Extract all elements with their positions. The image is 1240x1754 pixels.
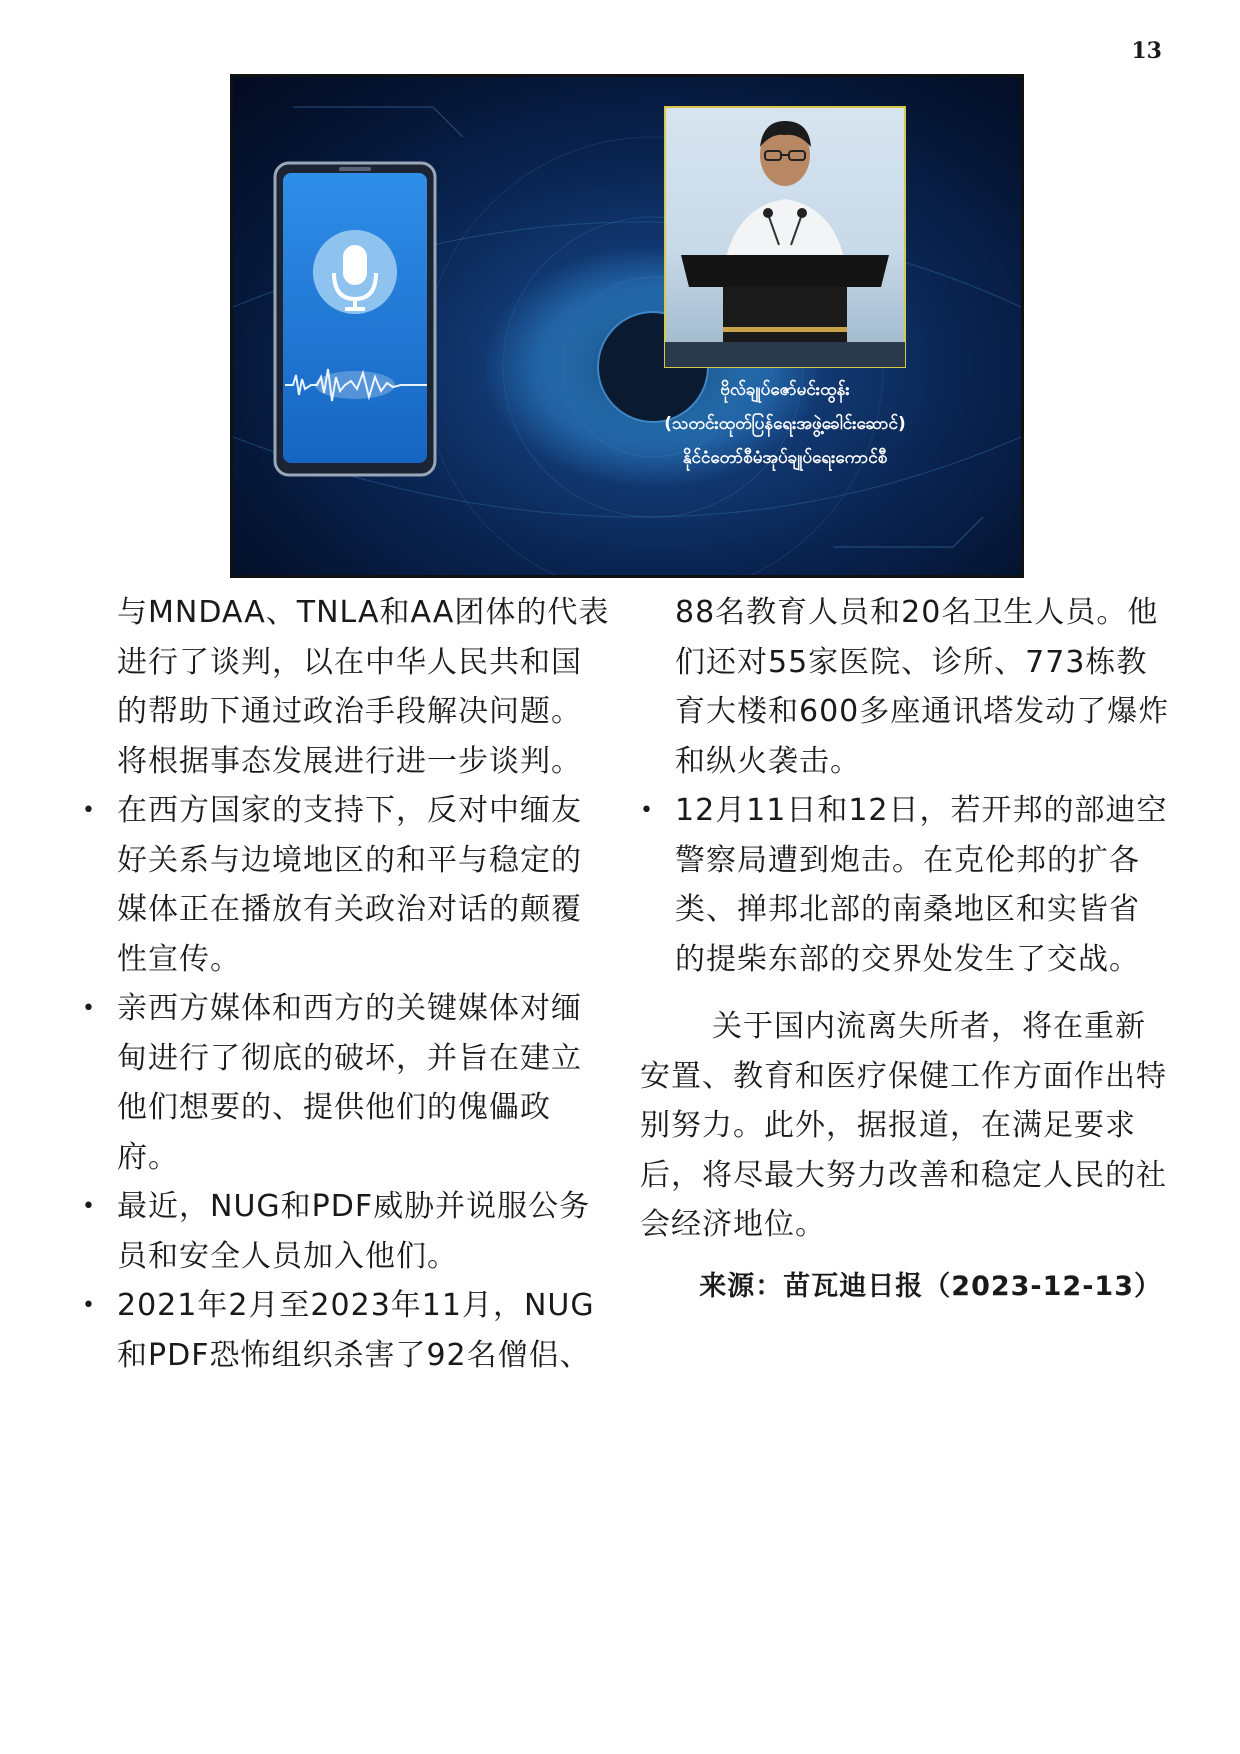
right-column [640,588,1170,1311]
smartphone-icon [275,163,435,475]
left-continued-text: 与MNDAA、TNLA和AA团体的代表进行了谈判，以在中华人民共和国的帮助下通过政治手段解决问题。将根据事态发展进行进一步谈判。 [117,595,610,779]
list-item: • 在西方国家的支持下，反对中缅友好关系与边境地区的和平与稳定的媒体正在播放有关政治对话的颠覆性宣传。 [82,786,612,984]
news-photo [230,74,1024,578]
left-column [82,588,612,1380]
caption-line-1: ဗိုလ်ချုပ်ဇော်မင်းထွန်း [720,380,850,400]
source-citation: 来源：苗瓦迪日报（2023-12-13） [699,1270,1162,1302]
list-item: • 2021年2月至2023年11月，NUG和PDF恐怖组织杀害了92名僧侣、 [82,1281,612,1380]
microphone-icon [313,230,397,314]
right-bullet-list [640,786,1170,984]
list-item: • 最近，NUG和PDF威胁并说服公务员和安全人员加入他们。 [82,1182,612,1281]
page-number: 13 [1131,38,1162,64]
caption-line-3: နိုင်ငံတော်စီမံအုပ်ချုပ်ရေးကောင်စီ [682,448,888,468]
list-item: • 亲西方媒体和西方的关键媒体对缅甸进行了彻底的破坏，并旨在建立他们想要的、提供他们的傀儡政府。 [82,984,612,1182]
caption-line-2: (သတင်းထုတ်ပြန်ရေးအဖွဲ့ခေါင်းဆောင်) [664,414,906,434]
left-bullet-list [82,786,612,1380]
right-continued-text: 88名教育人员和20名卫生人员。他们还对55家医院、诊所、773栋教育大楼和600多座通讯塔发动了爆炸和纵火袭击。 [675,595,1170,779]
list-item: • 12月11日和12日，若开邦的部迪空警察局遭到炮击。在克伦邦的扩各类、掸邦北部的南桑地区和实皆省的提柴东部的交界处发生了交战。 [640,786,1170,984]
body-paragraph: 关于国内流离失所者，将在重新安置、教育和医疗保健工作方面作出特别努力。此外，据报道，在满足要求后，将尽最大努力改善和稳定人民的社会经济地位。 [640,1009,1167,1242]
news-photo-graphic [233,77,1021,575]
speaker-photo [665,107,905,367]
